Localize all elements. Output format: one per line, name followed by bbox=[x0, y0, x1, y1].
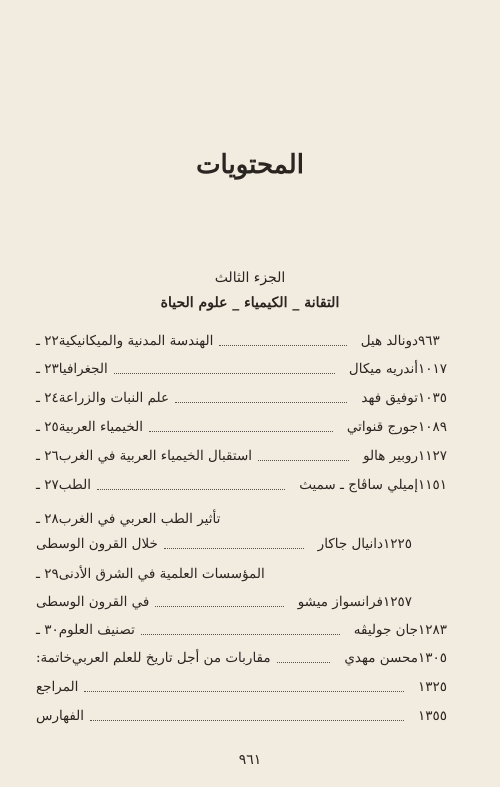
entry-title: في القرون الوسطى bbox=[36, 594, 150, 610]
entry-number: ٢٦ ـ bbox=[36, 448, 59, 464]
entry-author: فرانسواز ميشو bbox=[297, 594, 383, 610]
entry-author: دونالد هيل bbox=[360, 333, 418, 349]
page-title: المحتويات bbox=[196, 150, 304, 180]
entry-title: خلال القرون الوسطى bbox=[36, 536, 158, 552]
entry-title: الجغرافيا bbox=[58, 361, 108, 377]
leader-dots bbox=[114, 373, 335, 374]
leader-dots bbox=[258, 460, 349, 461]
entry-page: ١٣٥٥ bbox=[418, 708, 448, 724]
toc-entry bbox=[30, 445, 470, 467]
entry-title: استقبال الخيمياء العربية في الغرب bbox=[58, 448, 253, 464]
toc-entry bbox=[30, 591, 435, 613]
toc-entry bbox=[30, 508, 470, 530]
toc-entry bbox=[30, 330, 470, 352]
entry-title: علم النبات والزراعة bbox=[58, 390, 170, 406]
leader-dots bbox=[175, 402, 347, 403]
entry-number: ٢٧ ـ bbox=[36, 477, 59, 493]
entry-page: ١٣٠٥ bbox=[418, 650, 448, 666]
leader-dots bbox=[219, 345, 346, 346]
entry-title: المراجع bbox=[36, 679, 79, 695]
leader-dots bbox=[155, 606, 283, 607]
entry-author: جورج قنواتي bbox=[346, 419, 418, 435]
entry-title: المؤسسات العلمية في الشرق الأدنى bbox=[58, 566, 265, 582]
leader-dots bbox=[149, 431, 333, 432]
entry-page: ٩٦٣ bbox=[418, 333, 440, 349]
entry-author: إميلي ساڤاج ـ سميث bbox=[299, 477, 418, 493]
entry-number: ٢٤ ـ bbox=[36, 390, 59, 406]
leader-dots bbox=[277, 662, 331, 663]
entry-number: ٢٥ ـ bbox=[36, 419, 59, 435]
entry-number: ٣٠ ـ bbox=[36, 622, 59, 638]
entry-page: ١١٥١ bbox=[418, 477, 448, 493]
entry-page: ١٢٢٥ bbox=[383, 536, 413, 552]
toc-entry bbox=[30, 676, 470, 698]
entry-page: ١٣٢٥ bbox=[418, 679, 448, 695]
entry-title: الهندسة المدنية والميكانيكية bbox=[58, 333, 214, 349]
entry-number: ٢٨ ـ bbox=[36, 511, 59, 527]
entry-author: جان جوليڤه bbox=[353, 622, 418, 638]
entry-page: ١٠٨٩ bbox=[418, 419, 448, 435]
entry-page: ١١٢٧ bbox=[418, 448, 448, 464]
toc-entry bbox=[30, 474, 470, 496]
entry-title: تأثير الطب العربي في الغرب bbox=[58, 511, 221, 527]
entry-page: ١٢٨٣ bbox=[418, 622, 448, 638]
entry-author: أندريه ميكال bbox=[348, 361, 418, 377]
entry-author: توفيق فهد bbox=[361, 390, 418, 406]
leader-dots bbox=[90, 720, 404, 721]
toc-entry bbox=[30, 705, 470, 727]
entry-page: ١٢٥٧ bbox=[383, 594, 413, 610]
toc-entry bbox=[30, 416, 470, 438]
toc-entry bbox=[30, 533, 435, 555]
entry-title: مقاربات من أجل تاريخ للعلم العربي bbox=[71, 650, 271, 666]
leader-dots bbox=[164, 548, 304, 549]
entry-page: ١٠١٧ bbox=[418, 361, 448, 377]
entry-title: الفهارس bbox=[36, 708, 85, 724]
entry-author: محسن مهدي bbox=[344, 650, 418, 666]
part-subtitle: التقانة _ الكيمياء _ علوم الحياة bbox=[160, 295, 340, 311]
entry-number: ٢٩ ـ bbox=[36, 566, 59, 582]
toc-entry bbox=[30, 647, 470, 669]
toc-entry bbox=[30, 619, 470, 641]
leader-dots bbox=[84, 691, 404, 692]
entry-page: ١٠٣٥ bbox=[418, 390, 448, 406]
entry-number: خاتمة: bbox=[36, 650, 72, 666]
page-number: ٩٦١ bbox=[238, 752, 262, 768]
entry-author: دانيال جاكار bbox=[317, 536, 383, 552]
entry-number: ٢٣ ـ bbox=[36, 361, 59, 377]
leader-dots bbox=[141, 634, 340, 635]
leader-dots bbox=[97, 489, 285, 490]
toc-entry bbox=[30, 358, 470, 380]
entry-author: روبير هالو bbox=[363, 448, 418, 464]
entry-title: تصنيف العلوم bbox=[58, 622, 135, 638]
toc-entry bbox=[30, 387, 470, 409]
entry-number: ٢٢ ـ bbox=[36, 333, 59, 349]
part-heading: الجزء الثالث bbox=[214, 270, 286, 286]
entry-title: الطب bbox=[58, 477, 91, 493]
entry-title: الخيمياء العربية bbox=[58, 419, 143, 435]
toc-entry bbox=[30, 563, 470, 585]
